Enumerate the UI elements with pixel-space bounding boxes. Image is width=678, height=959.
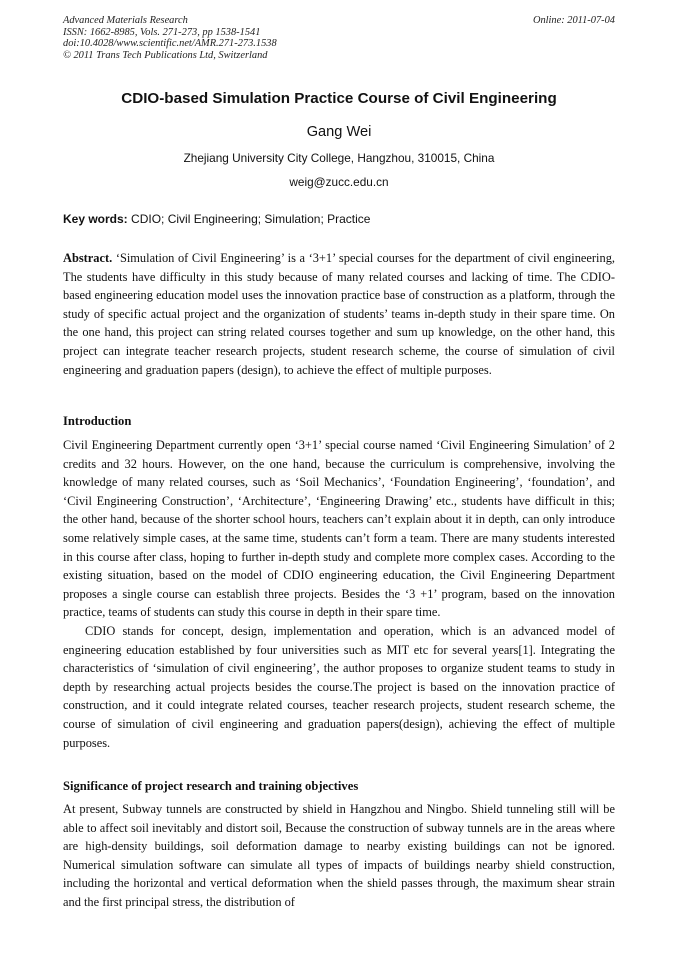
journal-name: Advanced Materials Research — [63, 15, 188, 26]
significance-paragraph-1: At present, Subway tunnels are constructed by shield in Hangzhou and Ningbo. Shield tunneling still will be able to affect soil inevitably and distort soil, Because the construction of subway tunnels are in the areas where are high-density buildings, soil deformation damage to nearby existing buildings can not be ignored. Numerical simulation software can simulate all types of impacts of buildings nearby shield construction, including the horizontal and vertical deformation when the shield passes through, the maximum shear strain and the first principal stress, the distribution of — [63, 802, 615, 909]
paper-author: Gang Wei — [306, 124, 372, 140]
journal-header — [63, 15, 615, 61]
keywords-line — [63, 212, 615, 226]
paper-title: CDIO-based Simulation Practice Course of Civil Engineering — [121, 90, 557, 107]
introduction-paragraph-1: Civil Engineering Department currently open ‘3+1’ special course named ‘Civil Engineering Simulation’ of 2 credits and 32 hours. However, on the one hand, because the curriculum is comprehensive, involving the knowledge of many related courses, such as ‘Soil Mechanics’, ‘Foundation Engineering’, ‘foundation’, and ‘Civil Engineering Construction’, ‘Architecture’, ‘Engineering Drawing’ etc., students have difficult in this; the other hand, because of the shorter school hours, teachers can’t explain about it in depth, can only introduce some relatively simple cases, at the same time, students can’t form a team. There are many students interested in this course after class, hoping to further in-depth study and complete more complex cases. According to the existing situation, based on the model of CDIO engineering education, the Civil Engineering Department proposes a single course can establish three projects. Besides the ‘3 +1’ program, based on the innovation practice, teams of students can study this course in depth in their spare time. — [63, 438, 615, 620]
significance-body — [63, 800, 615, 912]
significance-heading: Significance of project research and training objectives — [63, 779, 359, 793]
keywords-text: CDIO; Civil Engineering; Simulation; Practice — [131, 212, 371, 226]
journal-copyright: © 2011 Trans Tech Publications Ltd, Switzerland — [63, 49, 268, 61]
journal-issn: ISSN: 1662-8985, Vols. 271-273, pp 1538-1541 — [63, 26, 261, 38]
abstract-label: Abstract. — [63, 251, 113, 265]
introduction-paragraph-2: CDIO stands for concept, design, implementation and operation, which is an advanced model of engineering education established by four universities such as MIT etc for several years[1]. Integrating the characteristics of ‘simulation of civil engineering’, the author proposes to organize student teams to study in depth by researching actual projects besides the course.The project is based on the innovation practice of construction, and it could integrate related courses, teacher research projects, student research scheme, the course of simulation of civil engineering and graduation papers(design), achieving the effect of multiple purposes. — [63, 623, 615, 750]
author-email: weig@zucc.edu.cn — [289, 175, 389, 189]
abstract-paragraph — [63, 249, 615, 379]
online-date: Online: 2011-07-04 — [532, 15, 615, 26]
introduction-body — [63, 436, 615, 752]
introduction-heading: Introduction — [63, 414, 132, 428]
abstract-text: ‘Simulation of Civil Engineering’ is a ‘3+1’ special courses for the department of civil engineering, The students have difficulty in this study because of many related courses and lacking of time. The CDIO-based engineering education model uses the innovation practice base of construction as a platform, through the study of specific actual project and the organization of students’ teams in-depth study in their spare time. On the one hand, this project can string related courses together and sum up knowledge, on the other hand, this project can integrate teacher research projects, student research scheme, the course of simulation of civil engineering and graduation papers (design), to achieve the effect of multiple purposes. — [63, 251, 615, 377]
author-affiliation: Zhejiang University City College, Hangzhou, 310015, China — [183, 151, 495, 165]
keywords-label: Key words: — [63, 212, 128, 226]
journal-doi: doi:10.4028/www.scientific.net/AMR.271-273.1538 — [63, 38, 277, 50]
